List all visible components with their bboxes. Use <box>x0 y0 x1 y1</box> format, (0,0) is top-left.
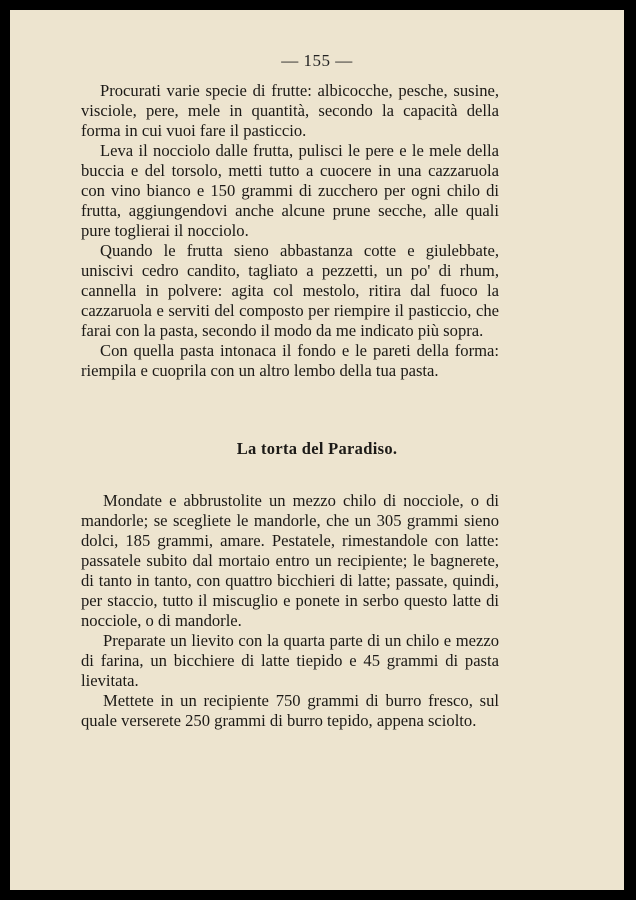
paragraph: Mettete in un recipiente 750 grammi di burro fresco, sul quale verserete 250 grammi di burro tepido, appena sciolto. <box>81 691 499 730</box>
paragraph: Con quella pasta intonaca il fondo e le pareti della forma: riempila e cuoprila con un altro lembo della tua pasta. <box>81 341 499 380</box>
page-number: — 155 — <box>281 51 353 70</box>
section-heading: La torta del Paradiso. <box>236 439 398 458</box>
paragraph: Mondate e abbrustolite un mezzo chilo di nocciole, o di mandorle; se scegliete le mandorle, che un 305 grammi sieno dolci, 185 grammi, amare. Pestatele, rimestandole con latte: passatele subito dal mortaio entro un recipiente; le bagnerete, di tanto in tanto, con quattro bicchieri di latte; passate, quindi, per staccio, tutto il miscuglio e ponete in serbo questo latte di nocciole, o di mandorle. <box>81 491 499 630</box>
paragraph: Preparate un lievito con la quarta parte di un chilo e mezzo di farina, un bicchiere di latte tiepido e 45 grammi di pasta lievitata. <box>81 631 499 690</box>
book-page <box>10 10 624 890</box>
paragraph: Quando le frutta sieno abbastanza cotte e giulebbate, uniscivi cedro candito, tagliato a pezzetti, un po' di rhum, cannella in polvere: agita col mestolo, ritira dal fuoco la cazzaruola e serviti del composto per riempire il pasticcio, che farai con la pasta, secondo il modo da me indicato più sopra. <box>81 241 499 340</box>
paragraph: Procurati varie specie di frutte: albicocche, pesche, susine, visciole, pere, mele in quantità, secondo la capacità della forma in cui vuoi fare il pasticcio. <box>81 81 499 140</box>
paragraph: Leva il nocciolo dalle frutta, pulisci le pere e le mele della buccia e del torsolo, metti tutto a cuocere in una cazzaruola con vino bianco e 150 grammi di zucchero per ogni chilo di frutta, aggiungendovi anche alcune prune secche, alle quali pure toglierai il nocciolo. <box>81 141 499 240</box>
recipe-text-fruit-pie <box>81 81 499 381</box>
recipe-text-torta-paradiso <box>81 491 499 731</box>
